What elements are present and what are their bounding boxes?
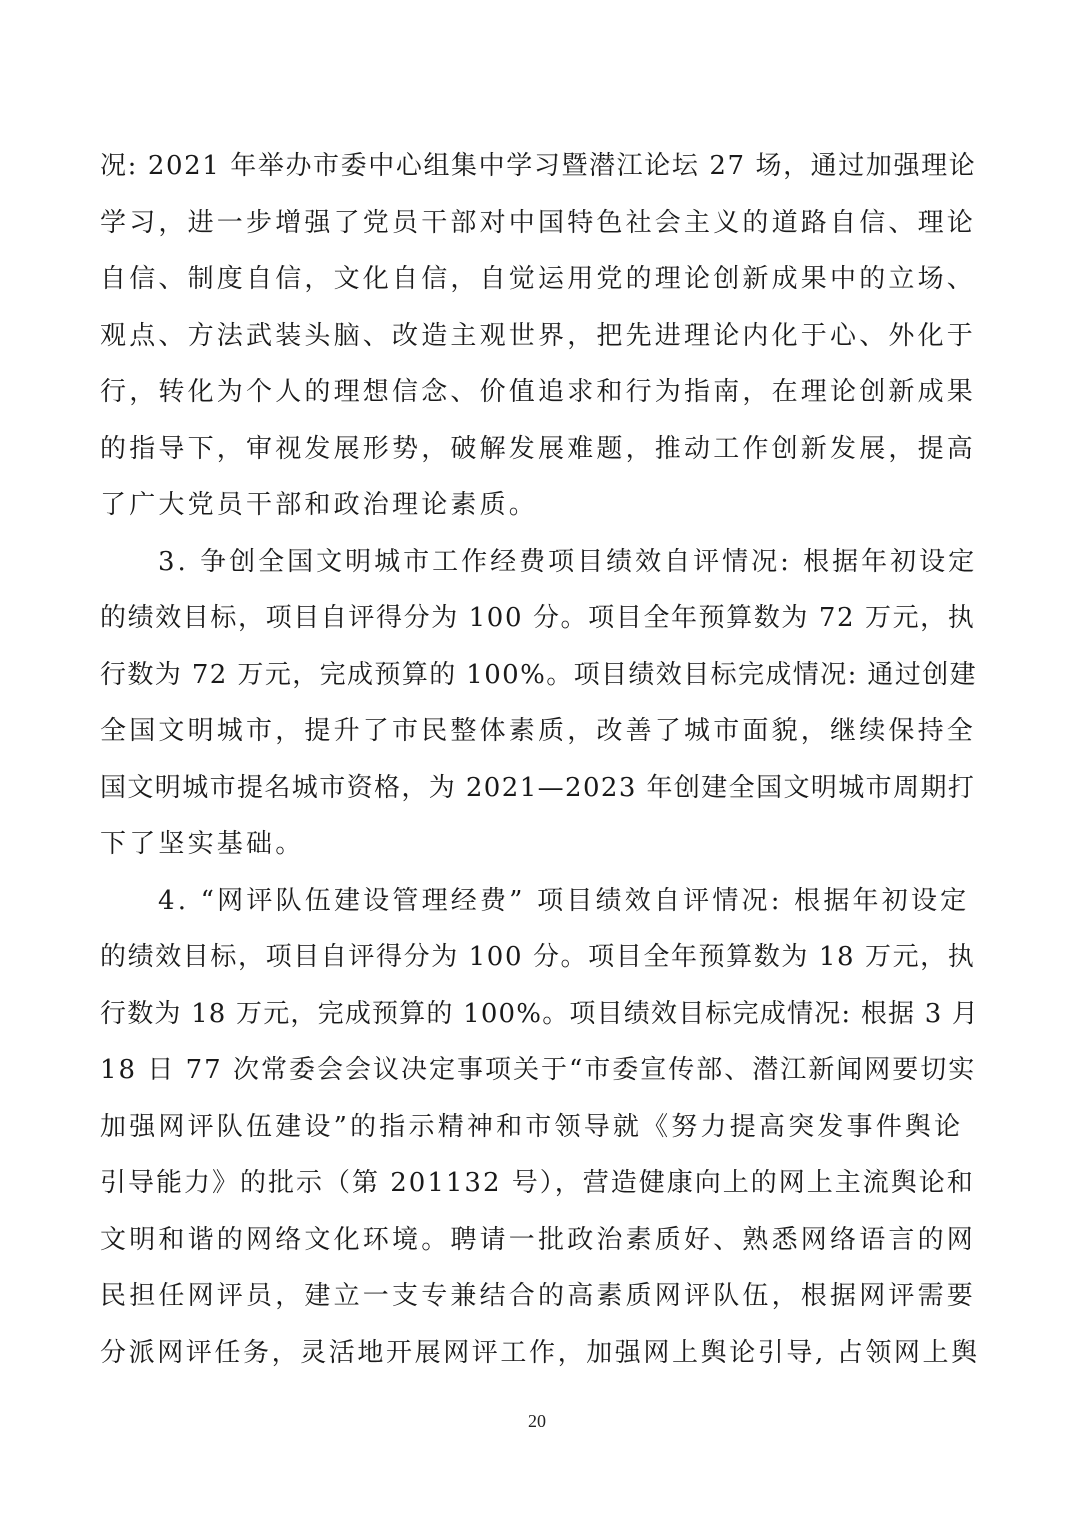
text-line: 的绩效目标，项目自评得分为 100 分。项目全年预算数为 72 万元，执 (100, 603, 976, 633)
text-line: 分派网评任务，灵活地开展网评工作，加强网上舆论引导, 占领网上舆 (100, 1337, 980, 1368)
text-line: 自信、制度自信，文化自信，自觉运用党的理论创新成果中的立场、 (100, 264, 977, 294)
text-line: 国文明城市提名城市资格，为 2021—2023 年创建全国文明城市周期打 (100, 772, 976, 803)
text-line: 行，转化为个人的理想信念、价值追求和行为指南，在理论创新成果 (100, 377, 977, 407)
text-line: 学习，进一步增强了党员干部对中国特色社会主义的道路自信、理论 (100, 207, 977, 238)
text-line: 文明和谐的网络文化环境。聘请一批政治素质好、熟悉网络语言的网 (100, 1224, 977, 1255)
text-line: 的指导下，审视发展形势，破解发展难题，推动工作创新发展，提高 (100, 433, 977, 464)
body-text (100, 138, 980, 1381)
text-line: 况: 2021 年举办市委中心组集中学习暨潜江论坛 27 场，通过加强理论 (100, 151, 977, 181)
text-line: 下了坚实基础。 (100, 829, 305, 859)
text-line: 加强网评队伍建设”的指示精神和市领导就《努力提高突发事件舆论 (100, 1111, 964, 1142)
text-line: 引导能力》的批示（第 201132 号），营造健康向上的网上主流舆论和 (100, 1168, 975, 1198)
text-line: 行数为 18 万元，完成预算的 100%。项目绩效目标完成情况: 根据 3 月 (100, 998, 980, 1029)
text-line: 行数为 72 万元，完成预算的 100%。项目绩效目标完成情况: 通过创建 (100, 659, 978, 690)
page-number: 20 (528, 1411, 546, 1431)
paragraph-3-first-line: 3. 争创全国文明城市工作经费项目绩效自评情况: 根据年初设定 (158, 546, 978, 577)
text-line: 观点、方法武装头脑、改造主观世界，把先进理论内化于心、外化于 (100, 320, 977, 351)
text-line: 18 日 77 次常委会会议决定事项关于“市委宣传部、潜江新闻网要切实 (100, 1055, 977, 1085)
text-line: 了广大党员干部和政治理论素质。 (100, 490, 539, 520)
text-line: 全国文明城市，提升了市民整体素质，改善了城市面貌，继续保持全 (100, 716, 977, 746)
text-line: 的绩效目标，项目自评得分为 100 分。项目全年预算数为 18 万元，执 (100, 942, 976, 972)
text-line: 民担任网评员，建立一支专兼结合的高素质网评队伍，根据网评需要 (100, 1281, 977, 1311)
paragraph-4-first-line: 4. “网评队伍建设管理经费” 项目绩效自评情况: 根据年初设定 (158, 885, 970, 916)
